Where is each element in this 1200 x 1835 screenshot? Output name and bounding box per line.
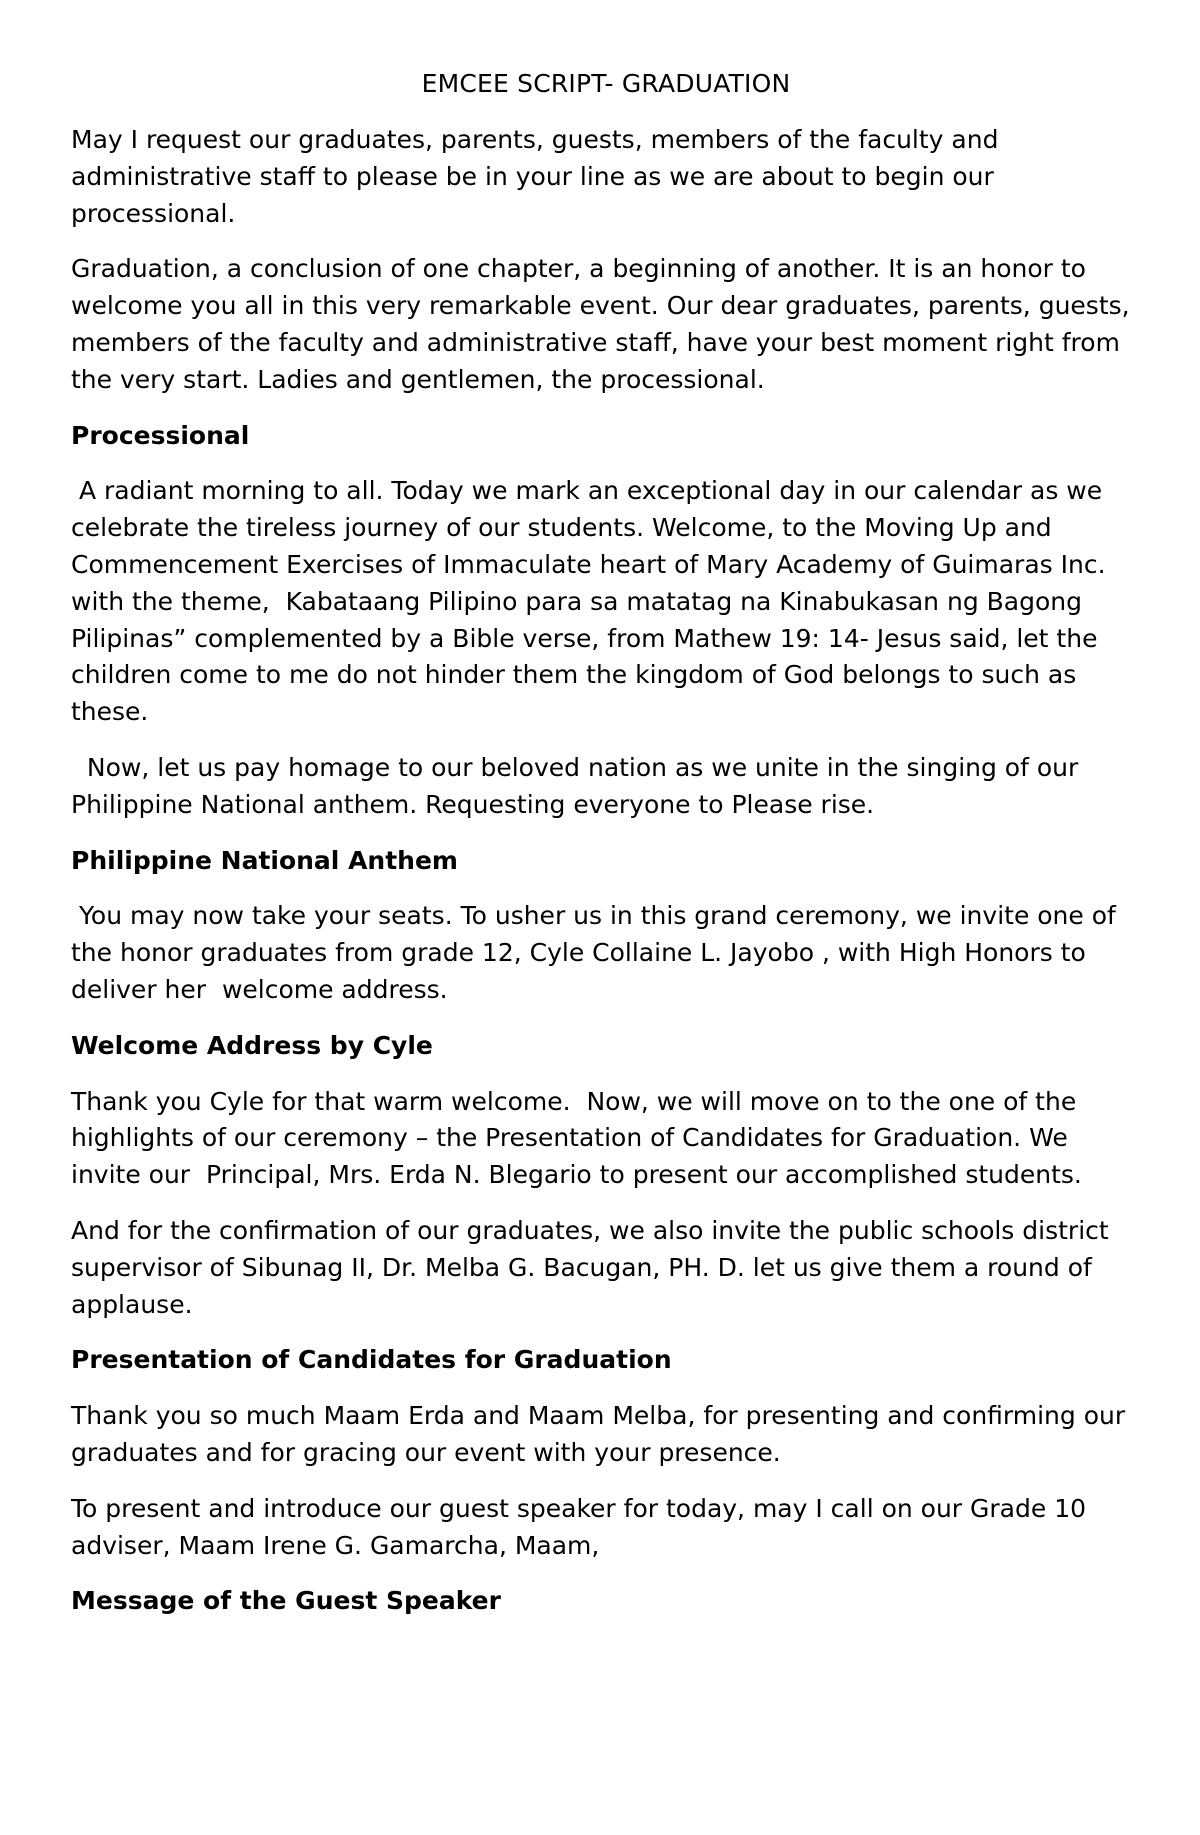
document-page	[71, 66, 1141, 1639]
paragraph-line-up-request: May I request our graduates, parents, guests, members of the faculty and administrative staff to please be in your line as we are about to begin our processional.	[71, 125, 1007, 228]
paragraph-guest-speaker-intro: To present and introduce our guest speaker for today, may I call on our Grade 10 adviser, Maam Irene G. Gamarcha, Maam,	[71, 1493, 1094, 1560]
paragraph-welcome-address-invite: You may now take your seats. To usher us in this grand ceremony, we invite one of the honor graduates from grade 12, Cyle Collaine L. Jayobo , with High Honors to deliver her welcome address.	[71, 901, 1124, 1004]
heading-national-anthem: Philippine National Anthem	[71, 845, 458, 875]
heading-guest-speaker: Message of the Guest Speaker	[71, 1586, 501, 1616]
paragraph-welcome-theme: A radiant morning to all. Today we mark an exceptional day in our calendar as we celebrate the tireless journey of our students. Welcome, to the Moving Up and Commencement Exercises of Immaculate heart of Mary Academy of Guimaras Inc. with the theme, Kabataang Pilipino para sa matatag na Kinabukasan ng Bagong Pilipinas” complemented by a Bible verse, from Mathew 19: 14- Jesus said, let the children come to me do not hinder them the kingdom of God belongs to such as these.	[71, 476, 1114, 727]
paragraph-national-anthem-call: Now, let us pay homage to our beloved nation as we unite in the singing of our Philippine National anthem. Requesting everyone to Please rise.	[71, 752, 1087, 819]
heading-welcome-address: Welcome Address by Cyle	[71, 1030, 433, 1060]
paragraph-confirmation-invite: And for the confirmation of our graduates, we also invite the public schools district supervisor of Sibunag II, Dr. Melba G. Bacugan, PH. D. let us give them a round of applause.	[71, 1215, 1117, 1319]
paragraph-presentation-invite: Thank you Cyle for that warm welcome. Now, we will move on to the one of the highlights of our ceremony – the Presentation of Candidates for Graduation. We invite our Principal, Mrs. Erda N. Blegario to present our accomplished students.	[71, 1086, 1085, 1190]
document-title: EMCEE SCRIPT- GRADUATION	[421, 69, 791, 98]
heading-processional: Processional	[71, 420, 250, 450]
paragraph-graduation-intro: Graduation, a conclusion of one chapter, a beginning of another. It is an honor to welcome you all in this very remarkable event. Our dear graduates, parents, guests, members of the faculty and administrative staff, have your best moment right from the very start. Ladies and gentlemen, the processional.	[71, 254, 1138, 394]
paragraph-thanks-principal: Thank you so much Maam Erda and Maam Melba, for presenting and confirming our graduates and for gracing our event with your presence.	[71, 1401, 1134, 1467]
heading-presentation-candidates: Presentation of Candidates for Graduation	[71, 1345, 672, 1375]
